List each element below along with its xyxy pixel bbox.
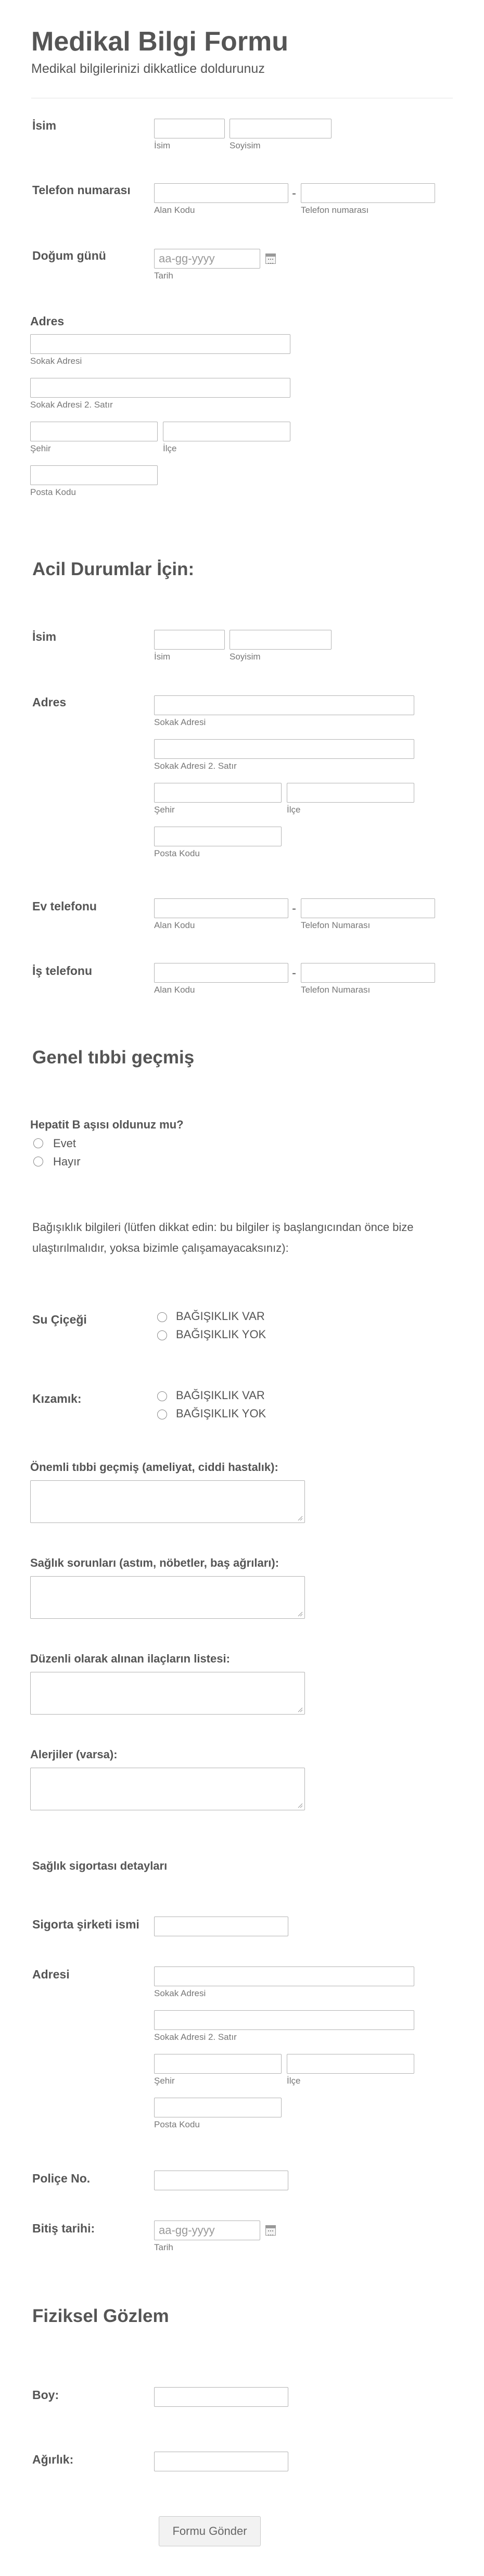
physical-heading: Fiziksel Gözlem <box>32 2306 169 2326</box>
emergency-street-2-sublabel: Sokak Adresi 2. Satır <box>154 761 237 771</box>
chickenpox-label: Su Çiçeği <box>32 1313 87 1326</box>
first-name-input[interactable] <box>154 119 225 138</box>
postal-code-sublabel: Posta Kodu <box>30 487 76 497</box>
insurance-city-input[interactable] <box>154 2054 282 2074</box>
weight-label: Ağırlık: <box>32 2453 74 2466</box>
resize-grip-icon[interactable] <box>298 1803 303 1808</box>
work-phone-label: İş telefonu <box>32 964 93 978</box>
measles-label: Kızamık: <box>32 1392 82 1405</box>
birthdate-input[interactable]: aa-gg-yyyy <box>154 249 260 269</box>
emergency-postal-sublabel: Posta Kodu <box>154 848 200 858</box>
insurance-postal-input[interactable] <box>154 2098 282 2117</box>
emergency-first-name-sublabel: İsim <box>154 652 171 662</box>
first-name-sublabel: İsim <box>154 141 171 150</box>
chickenpox-immune-radio[interactable] <box>157 1312 167 1322</box>
insurance-company-label: Sigorta şirketi ismi <box>32 1918 139 1931</box>
emergency-last-name-input[interactable] <box>230 630 332 650</box>
work-phone-number-input[interactable] <box>301 963 435 983</box>
insurance-street-input[interactable] <box>154 1966 414 1986</box>
phone-number-sublabel: Telefon numarası <box>301 205 369 215</box>
height-input[interactable] <box>154 2387 288 2407</box>
form-title: Medikal Bilgi Formu <box>31 27 289 57</box>
emergency-city-sublabel: Şehir <box>154 805 175 815</box>
home-phone-number-input[interactable] <box>301 898 435 918</box>
district-input[interactable] <box>163 422 290 441</box>
home-phone-area-input[interactable] <box>154 898 288 918</box>
hepatitis-b-yes-label: Evet <box>53 1137 77 1150</box>
address-label: Adres <box>30 314 65 328</box>
submit-button[interactable]: Formu Gönder <box>159 2516 261 2546</box>
medications-textarea[interactable] <box>30 1672 305 1715</box>
phone-label: Telefon numarası <box>32 183 131 197</box>
form-subtitle: Medikal bilgilerinizi dikkatlice doldurunuz <box>31 61 265 76</box>
emergency-first-name-input[interactable] <box>154 630 225 650</box>
insurance-street-2-input[interactable] <box>154 2010 414 2030</box>
allergies-label: Alerjiler (varsa): <box>30 1748 118 1761</box>
measles-not-immune-radio[interactable] <box>157 1410 167 1419</box>
weight-input[interactable] <box>154 2452 288 2471</box>
last-name-sublabel: Soyisim <box>230 141 261 150</box>
important-history-label: Önemli tıbbi geçmiş (ameliyat, ciddi hastalık): <box>30 1461 278 1474</box>
resize-grip-icon[interactable] <box>298 1611 303 1617</box>
emergency-street-sublabel: Sokak Adresi <box>154 717 206 727</box>
calendar-icon[interactable] <box>265 253 276 264</box>
measles-not-immune-label: BAĞIŞIKLIK YOK <box>176 1407 266 1420</box>
health-problems-label: Sağlık sorunları (astım, nöbetler, baş ağrıları): <box>30 1556 279 1569</box>
chickenpox-not-immune-radio[interactable] <box>157 1330 167 1340</box>
measles-immune-radio[interactable] <box>157 1391 167 1401</box>
insurance-street-sublabel: Sokak Adresi <box>154 1988 206 1998</box>
height-label: Boy: <box>32 2388 59 2402</box>
emergency-city-input[interactable] <box>154 783 282 803</box>
emergency-heading: Acil Durumlar İçin: <box>32 559 195 579</box>
insurance-company-input[interactable] <box>154 1917 288 1936</box>
insurance-district-sublabel: İlçe <box>287 2076 301 2086</box>
city-sublabel: Şehir <box>30 443 51 453</box>
emergency-postal-input[interactable] <box>154 827 282 846</box>
work-phone-area-input[interactable] <box>154 963 288 983</box>
expiry-date-input[interactable]: aa-gg-yyyy <box>154 2220 260 2240</box>
home-phone-dash: - <box>292 902 296 916</box>
street-address-sublabel: Sokak Adresi <box>30 356 82 366</box>
emergency-street-input[interactable] <box>154 695 414 715</box>
chickenpox-not-immune-label: BAĞIŞIKLIK YOK <box>176 1328 266 1341</box>
important-history-textarea[interactable] <box>30 1480 305 1523</box>
insurance-heading: Sağlık sigortası detayları <box>32 1859 168 1872</box>
chickenpox-immune-label: BAĞIŞIKLIK VAR <box>176 1310 265 1323</box>
insurance-street-2-sublabel: Sokak Adresi 2. Satır <box>154 2032 237 2042</box>
phone-area-code-input[interactable] <box>154 183 288 203</box>
emergency-district-sublabel: İlçe <box>287 805 301 815</box>
area-code-sublabel: Alan Kodu <box>154 205 195 215</box>
phone-number-input[interactable] <box>301 183 435 203</box>
expiry-date-label: Bitiş tarihi: <box>32 2222 95 2235</box>
emergency-last-name-sublabel: Soyisim <box>230 652 261 662</box>
insurance-district-input[interactable] <box>287 2054 414 2074</box>
birthdate-sublabel: Tarih <box>154 271 173 281</box>
emergency-street-2-input[interactable] <box>154 739 414 759</box>
insurance-postal-sublabel: Posta Kodu <box>154 2120 200 2129</box>
birthdate-label: Doğum günü <box>32 249 106 262</box>
expiry-date-sublabel: Tarih <box>154 2242 173 2252</box>
street-address-2-input[interactable] <box>30 378 290 398</box>
home-phone-label: Ev telefonu <box>32 899 97 913</box>
name-label: İsim <box>32 119 57 132</box>
home-phone-number-sublabel: Telefon Numarası <box>301 920 371 930</box>
phone-dash: - <box>292 186 296 200</box>
policy-number-label: Poliçe No. <box>32 2172 91 2185</box>
allergies-textarea[interactable] <box>30 1768 305 1810</box>
district-sublabel: İlçe <box>163 443 177 453</box>
insurance-address-label: Adresi <box>32 1968 70 1981</box>
street-address-2-sublabel: Sokak Adresi 2. Satır <box>30 400 113 410</box>
vaccine-note: Bağışıklık bilgileri (lütfen dikkat edin: bu bilgiler iş başlangıcından önce bize ulaştırılmalıdır, yoksa bizimle çalışamayacaksınız): <box>32 1221 414 1254</box>
city-input[interactable] <box>30 422 158 441</box>
home-phone-area-sublabel: Alan Kodu <box>154 920 195 930</box>
postal-code-input[interactable] <box>30 465 158 485</box>
insurance-city-sublabel: Şehir <box>154 2076 175 2086</box>
calendar-icon[interactable] <box>265 2225 276 2236</box>
policy-number-input[interactable] <box>154 2171 288 2190</box>
resize-grip-icon[interactable] <box>298 1516 303 1521</box>
emergency-name-label: İsim <box>32 630 57 643</box>
measles-immune-label: BAĞIŞIKLIK VAR <box>176 1389 265 1402</box>
hepatitis-b-question: Hepatit B aşısı oldunuz mu? <box>30 1118 184 1131</box>
work-phone-area-sublabel: Alan Kodu <box>154 985 195 995</box>
emergency-district-input[interactable] <box>287 783 414 803</box>
resize-grip-icon[interactable] <box>298 1707 303 1712</box>
last-name-input[interactable] <box>230 119 332 138</box>
medical-history-heading: Genel tıbbi geçmiş <box>32 1047 195 1068</box>
street-address-input[interactable] <box>30 334 290 354</box>
work-phone-number-sublabel: Telefon Numarası <box>301 985 371 995</box>
medications-label: Düzenli olarak alınan ilaçların listesi: <box>30 1652 230 1665</box>
work-phone-dash: - <box>292 966 296 980</box>
emergency-address-label: Adres <box>32 695 67 709</box>
hepatitis-b-no-label: Hayır <box>53 1155 81 1168</box>
hepatitis-b-yes-radio[interactable] <box>33 1138 43 1148</box>
health-problems-textarea[interactable] <box>30 1576 305 1619</box>
hepatitis-b-no-radio[interactable] <box>33 1157 43 1166</box>
